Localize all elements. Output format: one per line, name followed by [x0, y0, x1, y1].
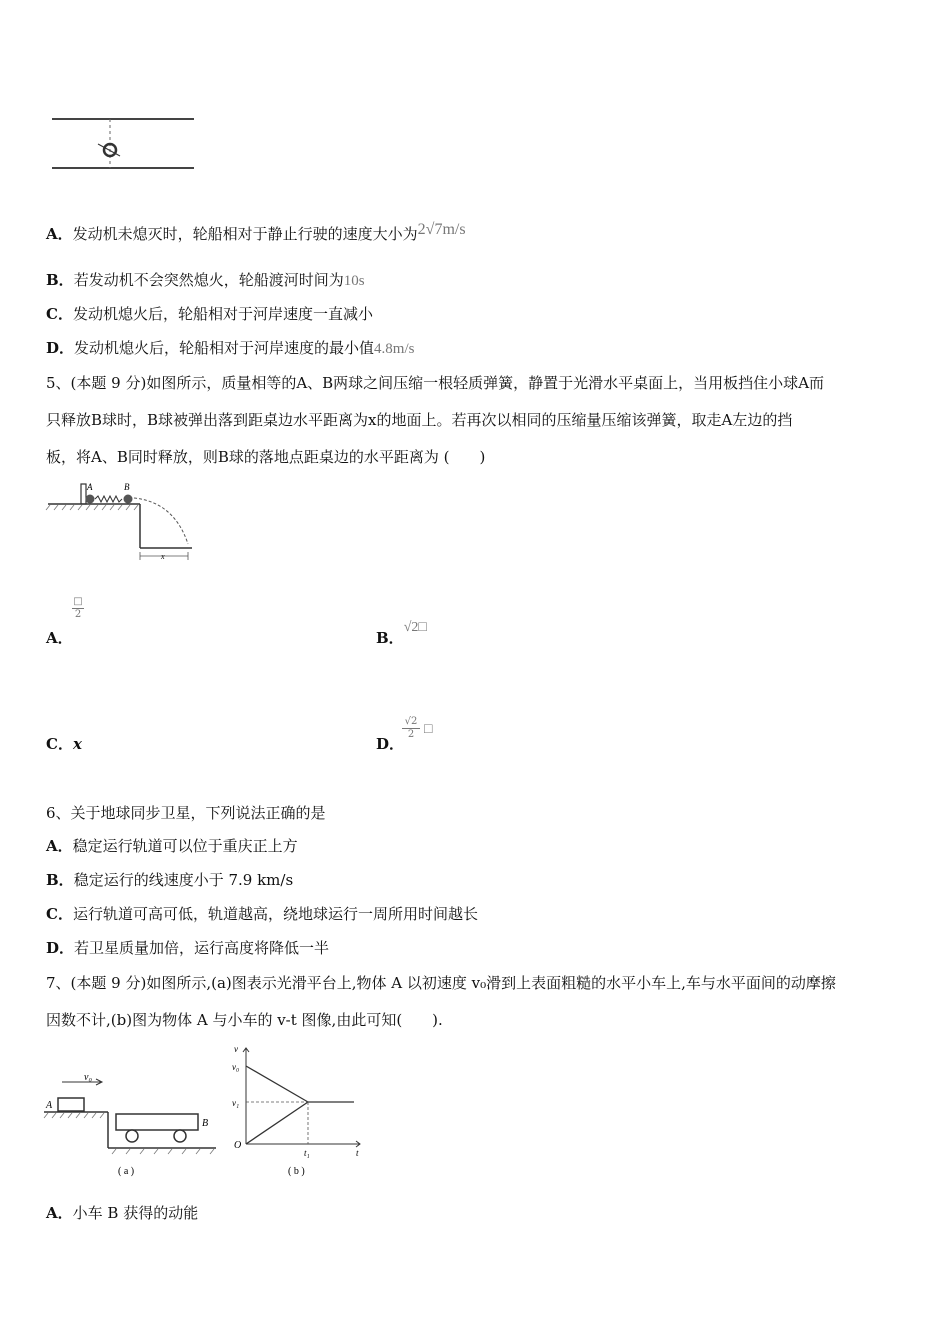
vt-graph-figure-b [226, 1040, 366, 1180]
q5-option-a: A． [46, 629, 73, 647]
q5-option-d: D． [376, 735, 405, 753]
q6-option-a: A．稳定运行轨道可以位于重庆正上方 [46, 837, 298, 855]
fig-b-axis-v: v [234, 1044, 238, 1054]
fig-a-v0: v₀ [84, 1072, 92, 1083]
fig-b-caption: ( b ) [288, 1166, 305, 1177]
q4-option-c: C．发动机熄火后，轮船相对于河岸速度一直减小 [46, 305, 373, 323]
fig-a-caption: ( a ) [118, 1166, 135, 1177]
q5-option-a-fraction: □ 2 [73, 596, 83, 620]
fig-b-axis-t: t [356, 1148, 359, 1158]
cart-figure-a [40, 1068, 220, 1180]
q4-option-d: D．发动机熄火后，轮船相对于河岸速度的最小值4.8m/s [46, 339, 415, 357]
q5-option-d-fraction: √2 2 [402, 716, 420, 741]
q6-option-b: B．稳定运行的线速度小于 7.9 km/s [46, 871, 294, 889]
q7-stem-line2: 因数不计,(b)图为物体 A 与小车的 v-t 图像,由此可知( ). [46, 1011, 443, 1029]
fig-a-label-b: B [202, 1118, 209, 1129]
q5-stem-line2: 只释放B球时，B球被弹出落到距桌边水平距离为x的地面上。若再次以相同的压缩量压缩该弹簧，取走A左边的挡 [46, 411, 793, 429]
q5-stem-line3: 板，将A、B同时释放，则B球的落地点距桌边的水平距离为 ( ) [46, 448, 486, 466]
fig-a-label-a: A [46, 1100, 53, 1111]
q5-option-b: B．√2□ [376, 620, 427, 647]
q4-option-b: B．若发动机不会突然熄火，轮船渡河时间为10s [46, 271, 365, 289]
q7-option-a: A．小车 B 获得的动能 [46, 1204, 199, 1222]
fig-label-b: B [124, 482, 130, 492]
fig-label-a: A [87, 482, 93, 492]
fig-b-v1: v₁ [232, 1098, 240, 1108]
spring-table-figure [44, 478, 204, 566]
q5-option-d-tail: □ [424, 722, 433, 737]
river-boat-figure [48, 112, 198, 176]
fig-label-x: x [161, 552, 165, 561]
q4-option-a: A．发动机未熄灭时，轮船相对于静止行驶的速度大小为2√7m/s [46, 221, 466, 243]
fig-b-v0: v₀ [232, 1062, 240, 1072]
fig-b-origin: O [234, 1140, 242, 1151]
q6-option-d: D．若卫星质量加倍，运行高度将降低一半 [46, 939, 330, 957]
q7-stem-line1: 7、(本题 9 分)如图所示,(a)图表示光滑平台上,物体 A 以初速度 v₀滑到上表面粗糙的水平小车上,车与水平面间的动摩擦 [46, 974, 836, 992]
fig-b-t1: t₁ [304, 1148, 310, 1158]
q5-option-c: C．x [46, 735, 82, 753]
q6-option-c: C．运行轨道可高可低，轨道越高，绕地球运行一周所用时间越长 [46, 905, 478, 923]
q5-stem-line1: 5、(本题 9 分)如图所示，质量相等的A、B两球之间压缩一根轻质弹簧，静置于光滑水平桌面上，当用板挡住小球A而 [46, 374, 825, 392]
q6-stem: 6、关于地球同步卫星，下列说法正确的是 [46, 804, 326, 822]
